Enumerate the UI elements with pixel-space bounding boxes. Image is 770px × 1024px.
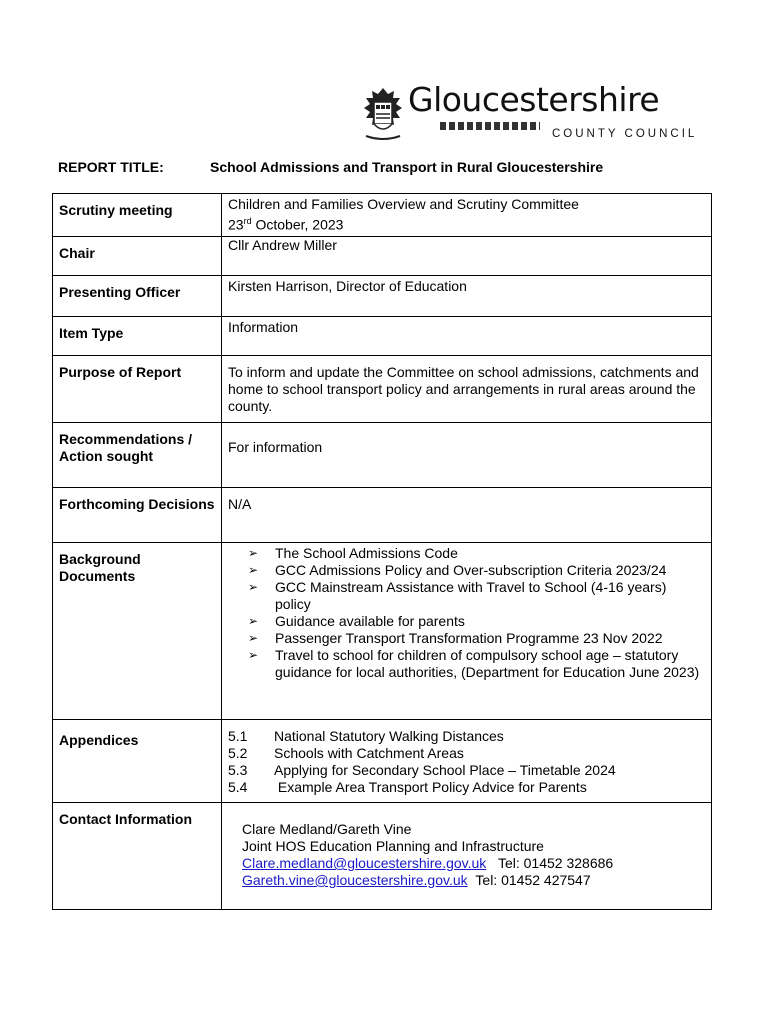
chair-label: Chair [53,237,222,276]
logo-wordmark: Gloucestershire [408,80,660,119]
coat-of-arms-icon [360,86,406,142]
arrow-bullet-icon: ➢ [248,631,259,645]
list-item [228,728,705,745]
contact-label: Contact Information [53,803,222,910]
contact-name: Clare Medland/Gareth Vine [242,821,412,837]
forthcoming-value: N/A [222,488,712,543]
table-row [53,317,712,356]
list-item [228,779,705,796]
meeting-date [228,213,705,234]
appendices-value [222,720,712,803]
list-item [228,745,705,762]
recommendations-label: Recommendations / Action sought [53,423,222,488]
appendix-number: 5.4 [228,779,248,795]
appendix-title: Schools with Catchment Areas [274,745,464,761]
purpose-label: Purpose of Report [53,356,222,423]
appendix-number: 5.1 [228,728,248,744]
table-row [53,543,712,720]
phone-clare: Tel: 01452 328686 [497,855,614,871]
list-item [248,545,705,562]
contact-line-2 [242,872,705,889]
report-title-label: REPORT TITLE: [58,159,164,175]
appendix-number: 5.2 [228,745,248,761]
contact-details [242,821,705,889]
email-link-gareth[interactable]: Gareth.vine@gloucestershire.gov.uk [242,872,468,888]
background-documents-list [228,545,705,681]
contact-line-1 [242,855,705,872]
list-item [248,647,705,681]
arrow-bullet-icon: ➢ [248,648,259,662]
list-item [248,630,705,647]
table-row [53,488,712,543]
background-value [222,543,712,720]
scrutiny-value [222,194,712,237]
date-rest: October, 2023 [251,216,344,233]
background-item: Passenger Transport Transformation Programme 23 Nov 2022 [275,630,663,646]
table-row [53,803,712,910]
presenting-officer-value: Kirsten Harrison, Director of Education [222,276,712,317]
background-item: The School Admissions Code [275,545,458,561]
item-type-value: Information [222,317,712,356]
list-item [248,562,705,579]
table-row [53,720,712,803]
contact-value [222,803,712,910]
arrow-bullet-icon: ➢ [248,614,259,628]
arrow-bullet-icon: ➢ [248,580,259,594]
background-item: GCC Admissions Policy and Over-subscription Criteria 2023/24 [275,562,667,578]
appendices-label: Appendices [53,720,222,803]
list-item [248,579,705,613]
chair-value: Cllr Andrew Miller [222,237,712,276]
appendix-number: 5.3 [228,762,248,778]
table-row [53,194,712,237]
committee-name: Children and Families Overview and Scrutiny Committee [228,196,579,212]
appendix-title: National Statutory Walking Distances [274,728,504,744]
table-row [53,237,712,276]
background-item: Travel to school for children of compulsory school age – statutory guidance for local authorities, (Department for Education June 2023) [275,647,700,680]
logo-divider [440,122,540,130]
arrow-bullet-icon: ➢ [248,546,259,560]
presenting-officer-label: Presenting Officer [53,276,222,317]
recommendations-value: For information [222,423,712,488]
table-row [53,276,712,317]
arrow-bullet-icon: ➢ [248,563,259,577]
forthcoming-label: Forthcoming Decisions [53,488,222,543]
list-item [248,613,705,630]
logo-subtitle: COUNTY COUNCIL [552,128,698,140]
background-item: GCC Mainstream Assistance with Travel to School (4-16 years) policy [275,579,667,612]
date-suffix: rd [243,216,252,226]
report-title: School Admissions and Transport in Rural Gloucestershire [210,159,604,175]
background-label: Background Documents [53,543,222,720]
report-details-table [52,193,712,910]
council-logo [360,80,705,146]
item-type-label: Item Type [53,317,222,356]
scrutiny-label: Scrutiny meeting [53,194,222,237]
phone-gareth: Tel: 01452 427547 [475,872,591,888]
appendix-title: Applying for Secondary School Place – Timetable 2024 [274,762,616,778]
date-day: 23 [228,216,244,233]
table-row [53,423,712,488]
list-item [228,762,705,779]
table-row [53,356,712,423]
email-link-clare[interactable]: Clare.medland@gloucestershire.gov.uk [242,855,487,871]
appendices-list [228,728,705,796]
contact-role: Joint HOS Education Planning and Infrastructure [242,838,544,854]
background-item: Guidance available for parents [275,613,465,629]
appendix-title: Example Area Transport Policy Advice for Parents [274,779,587,795]
purpose-value: To inform and update the Committee on school admissions, catchments and home to school transport policy and arrangements in rural areas around the county. [222,356,712,423]
